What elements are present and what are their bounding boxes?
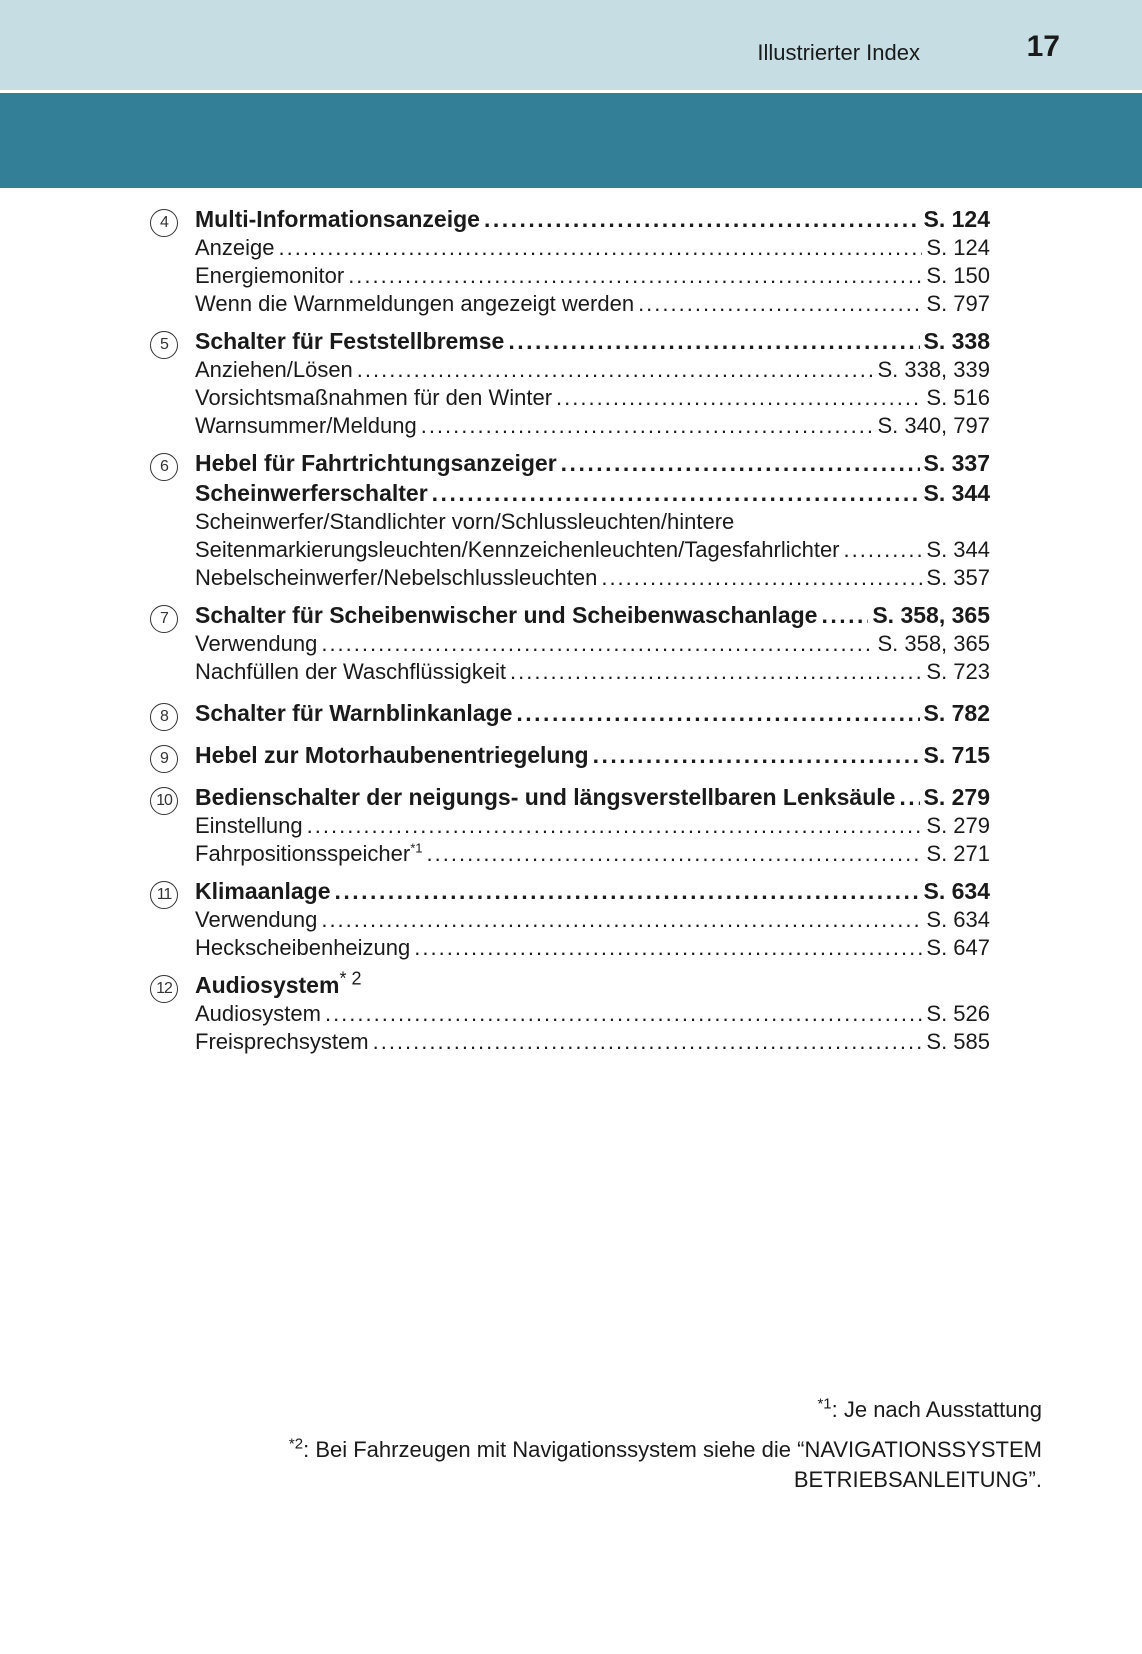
- item-number-badge: 11: [150, 881, 178, 909]
- leader-dots: [432, 478, 920, 508]
- footnotes: [289, 1395, 1042, 1495]
- leader-dots: [510, 658, 922, 686]
- entry-page-ref: S. 357: [926, 565, 990, 590]
- entry-label: Hebel für Fahrtrichtungsanzeiger: [195, 450, 557, 476]
- entry-page-ref: S. 338: [923, 328, 990, 354]
- entry-page-ref: S. 516: [926, 385, 990, 410]
- index-entry-sub[interactable]: [195, 1000, 990, 1028]
- index-entry-sub[interactable]: [195, 536, 990, 564]
- index-section-12: [150, 970, 990, 1056]
- leader-dots: [373, 1028, 923, 1056]
- index-entry-sub[interactable]: [195, 658, 990, 686]
- index-entry-sub[interactable]: [195, 630, 990, 658]
- leader-dots: [821, 600, 868, 630]
- index-content: [150, 204, 990, 1056]
- entry-page-ref: S. 279: [923, 784, 990, 810]
- index-entry-sub[interactable]: [195, 906, 990, 934]
- entry-label: Audiosystem: [195, 1001, 321, 1026]
- leader-dots: [325, 1000, 922, 1028]
- entry-page-ref: S. 279: [926, 813, 990, 838]
- index-entry-main[interactable]: [195, 970, 990, 1000]
- entry-label: Verwendung: [195, 631, 318, 656]
- entry-label: Hebel zur Motorhaubenentriegelung: [195, 742, 589, 768]
- footnote-2: [289, 1435, 1042, 1495]
- entry-label: Nachfüllen der Waschflüssigkeit: [195, 659, 506, 684]
- entry-label: Verwendung: [195, 907, 318, 932]
- entry-label: Anzeige: [195, 235, 275, 260]
- header-title: Illustrierter Index: [757, 40, 920, 65]
- entry-page-ref: S. 271: [926, 841, 990, 866]
- index-entry-sub[interactable]: [195, 934, 990, 962]
- section-color-band: [0, 93, 1142, 188]
- entry-page-ref: S. 124: [926, 235, 990, 260]
- entry-page-ref: S. 634: [923, 878, 990, 904]
- index-entry-sub[interactable]: [195, 290, 990, 318]
- leader-dots: [899, 782, 919, 812]
- entry-page-ref: S. 723: [926, 659, 990, 684]
- entry-page-ref: S. 358, 365: [872, 602, 990, 628]
- entry-label: Klimaanlage: [195, 878, 331, 904]
- leader-dots: [561, 448, 920, 478]
- index-section-4: [150, 204, 990, 318]
- header-band: [0, 0, 1142, 90]
- item-number-badge: 6: [150, 453, 178, 481]
- index-entry-main[interactable]: [195, 448, 990, 478]
- entry-label: Energiemonitor: [195, 263, 345, 288]
- entry-label: Warnsummer/Meldung: [195, 413, 417, 438]
- index-entry-main[interactable]: [195, 478, 990, 508]
- leader-dots: [427, 840, 923, 868]
- footnote-marker: * 2: [339, 968, 362, 989]
- entry-label: Schalter für Scheibenwischer und Scheibenwaschanlage: [195, 602, 818, 628]
- item-number-badge: 9: [150, 745, 178, 773]
- entry-page-ref: S. 344: [926, 537, 990, 562]
- footnote-marker: *1: [410, 840, 423, 856]
- entry-page-ref: S. 150: [926, 263, 990, 288]
- index-entry-main[interactable]: [195, 740, 990, 770]
- index-entry-sub[interactable]: [195, 812, 990, 840]
- entry-page-ref: S. 340, 797: [877, 413, 990, 438]
- leader-dots: [556, 384, 922, 412]
- item-number-badge: 10: [150, 787, 178, 815]
- item-number-badge: 12: [150, 975, 178, 1003]
- index-entry-sub[interactable]: [195, 840, 990, 868]
- entry-label: Vorsichtsmaßnahmen für den Winter: [195, 385, 553, 410]
- entry-label: Audiosystem$^{* 2}$: [195, 968, 362, 998]
- index-entry-sub[interactable]: [195, 1028, 990, 1056]
- entry-page-ref: S. 337: [923, 450, 990, 476]
- index-entry-sub[interactable]: [195, 564, 990, 592]
- leader-dots: [321, 630, 873, 658]
- index-section-8: [150, 698, 990, 728]
- leader-dots: [348, 262, 922, 290]
- footnote-mark: *2: [288, 1435, 304, 1453]
- entry-page-ref: S. 358, 365: [877, 631, 990, 656]
- index-entry-sub[interactable]: [195, 262, 990, 290]
- index-entry-main[interactable]: [195, 782, 990, 812]
- index-entry-main[interactable]: [195, 326, 990, 356]
- footnote-1: [289, 1395, 1042, 1425]
- entry-page-ref: S. 782: [923, 700, 990, 726]
- entry-label: Multi-Informationsanzeige: [195, 206, 480, 232]
- index-entry-sub[interactable]: [195, 412, 990, 440]
- entry-page-ref: S. 124: [923, 206, 990, 232]
- index-entry-sub[interactable]: [195, 234, 990, 262]
- entry-label: Freisprechsystem: [195, 1029, 369, 1054]
- entry-page-ref: S. 715: [923, 742, 990, 768]
- item-number-badge: 8: [150, 703, 178, 731]
- entry-label: Schalter für Feststellbremse: [195, 328, 505, 354]
- item-number-badge: 7: [150, 605, 178, 633]
- index-entry-sub[interactable]: [195, 384, 990, 412]
- leader-dots: [414, 934, 922, 962]
- leader-dots: [844, 536, 923, 564]
- entry-page-ref: S. 634: [926, 907, 990, 932]
- page-number: 17: [1026, 30, 1060, 63]
- entry-page-ref: S. 585: [926, 1029, 990, 1054]
- leader-dots: [484, 204, 920, 234]
- footnote-mark: *1: [817, 1395, 832, 1413]
- leader-dots: [357, 356, 874, 384]
- entry-label-wrapped: Scheinwerfer/Standlichter vorn/Schlussleuchten/hintere: [195, 509, 735, 534]
- entry-page-ref: S. 647: [926, 935, 990, 960]
- entry-page-ref: S. 338, 339: [877, 357, 990, 382]
- index-section-6: [150, 448, 990, 592]
- index-section-9: [150, 740, 990, 770]
- entry-page-ref: S. 344: [923, 480, 990, 506]
- entry-label: Schalter für Warnblinkanlage: [195, 700, 513, 726]
- entry-label: Bedienschalter der neigungs- und längsverstellbaren Lenksäule: [195, 784, 896, 810]
- leader-dots: [593, 740, 920, 770]
- leader-dots: [321, 906, 922, 934]
- item-number-badge: 4: [150, 209, 178, 237]
- entry-label: Wenn die Warnmeldungen angezeigt werden: [195, 291, 635, 316]
- index-entry-main[interactable]: [195, 600, 990, 630]
- entry-label: Heckscheibenheizung: [195, 935, 411, 960]
- entry-label: Nebelscheinwerfer/Nebelschlussleuchten: [195, 565, 598, 590]
- entry-label: Seitenmarkierungsleuchten/Kennzeichenleuchten/Tagesfahrlichter: [195, 537, 840, 562]
- index-section-11: [150, 876, 990, 962]
- item-number-badge: 5: [150, 331, 178, 359]
- index-section-5: [150, 326, 990, 440]
- footnote-text: : Bei Fahrzeugen mit Navigationssystem siehe die “NAVIGATIONSSYSTEM: [303, 1437, 1042, 1462]
- entry-label: Fahrpositionsspeicher$^{*1}$: [195, 840, 423, 866]
- leader-dots: [421, 412, 874, 440]
- leader-dots: [508, 326, 919, 356]
- index-section-10: [150, 782, 990, 868]
- footnote-text-cont: BETRIEBSANLEITUNG”.: [793, 1467, 1042, 1492]
- leader-dots: [638, 290, 922, 318]
- leader-dots: [279, 234, 923, 262]
- entry-page-ref: S. 797: [926, 291, 990, 316]
- leader-dots: [516, 698, 919, 728]
- leader-dots: [601, 564, 922, 592]
- leader-dots: [335, 876, 920, 906]
- index-entry-sub[interactable]: [195, 356, 990, 384]
- index-entry-main[interactable]: [195, 876, 990, 906]
- index-entry-main[interactable]: [195, 698, 990, 728]
- leader-dots: [307, 812, 923, 840]
- footnote-text: : Je nach Ausstattung: [831, 1397, 1042, 1422]
- entry-label: Anziehen/Lösen: [195, 357, 353, 382]
- index-section-7: [150, 600, 990, 686]
- entry-page-ref: S. 526: [926, 1001, 990, 1026]
- entry-label: Scheinwerferschalter: [195, 480, 428, 506]
- index-entry-main[interactable]: [195, 204, 990, 234]
- entry-label: Einstellung: [195, 813, 303, 838]
